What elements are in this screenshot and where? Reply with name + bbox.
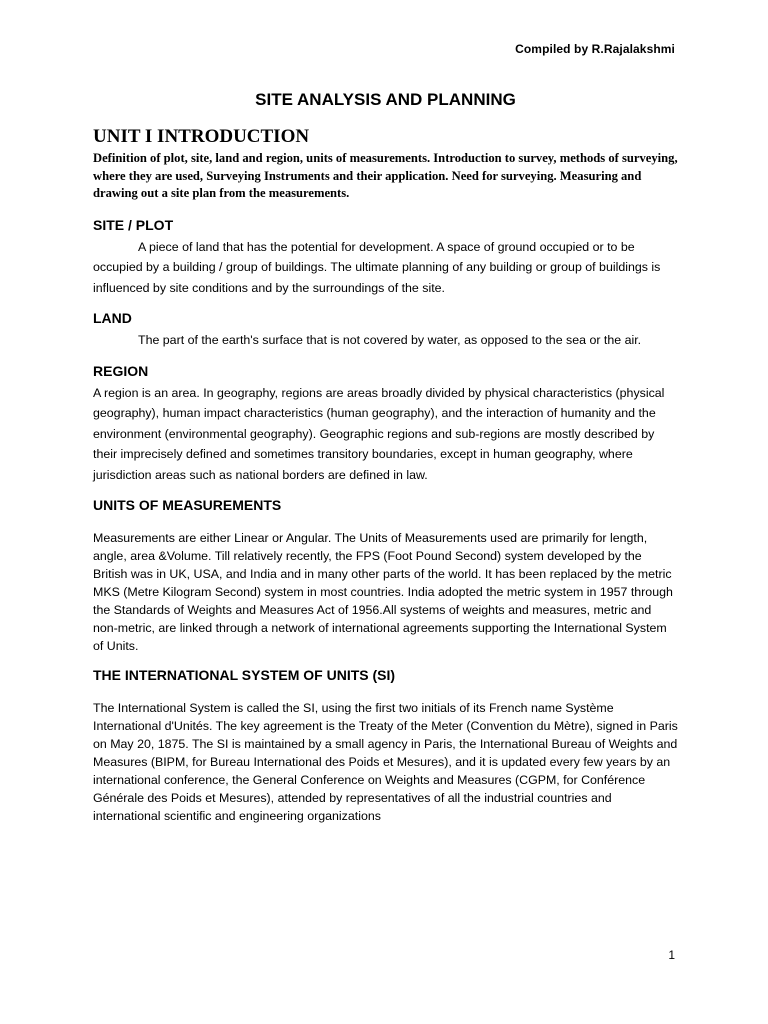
section-heading-land: LAND xyxy=(93,310,132,326)
author-credit: Compiled by R.Rajalakshmi xyxy=(515,42,675,56)
section-heading-region: REGION xyxy=(93,362,149,379)
section-heading-si: THE INTERNATIONAL SYSTEM OF UNITS (SI) xyxy=(93,667,396,683)
section-body-land: The part of the earth's surface that is not covered by water, as opposed to the sea or the air. xyxy=(138,333,642,347)
document-title: SITE ANALYSIS AND PLANNING xyxy=(255,90,516,109)
section-heading-site-plot: SITE / PLOT xyxy=(93,216,174,233)
section-body-site-plot: A piece of land that has the potential for development. A space of ground occupied or to be occupied by a building / group of buildings. The ultimate planning of any building or group of buildings is influenced by site conditions and by the surroundings of the site. xyxy=(93,239,661,295)
section-body-region: A region is an area. In geography, regions are areas broadly divided by physical characteristics (physical geography), human impact characteristics (human geography), and the interaction of humanity and the environment (environmental geography). Geographic regions and sub-regions are mostly described by their imprecisely defined and sometimes transitory boundaries, except in human geography, where jurisdiction areas such as national borders are defined in law. xyxy=(93,385,665,482)
section-body-si: The International System is called the SI, using the first two initials of its French name Système International d'Unités. The key agreement is the Treaty of the Meter (Convention du Mètre), signed in Paris on May 20, 1875. The SI is maintained by a small agency in Paris, the International Bureau of Weights and Measures (BIPM, for Bureau International des Poids et Mesures), and it is updated every few years by an international conference, the General Conference on Weights and Measures (CGPM, for Conférence Générale des Poids et Mesures), attended by representatives of all the industrial countries and international scientific and engineering organizations xyxy=(93,701,678,823)
unit-heading: UNIT I INTRODUCTION xyxy=(93,126,310,147)
section-body-units: Measurements are either Linear or Angular. The Units of Measurements used are primarily for length, angle, area &Volume. Till relatively recently, the FPS (Foot Pound Second) system developed by the British was in UK, USA, and India and in many other parts of the world. It has been replaced by the metric MKS (Metre Kilogram Second) system in most countries. India adopted the metric system in 1957 through the Standards of Weights and Measures Act of 1956.All systems of weights and measures, metric and non-metric, are linked through a network of international agreements supporting the International System of Units. xyxy=(93,531,673,653)
section-heading-units: UNITS OF MEASUREMENTS xyxy=(93,497,282,513)
page-content xyxy=(93,90,678,837)
unit-description: Definition of plot, site, land and region, units of measurements. Introduction to survey, methods of surveying, where they are used, Surveying Instruments and their application. Need for surveying. Measuring and drawing out a site plan from the measurements. xyxy=(93,151,678,200)
page-number: 1 xyxy=(668,948,675,962)
